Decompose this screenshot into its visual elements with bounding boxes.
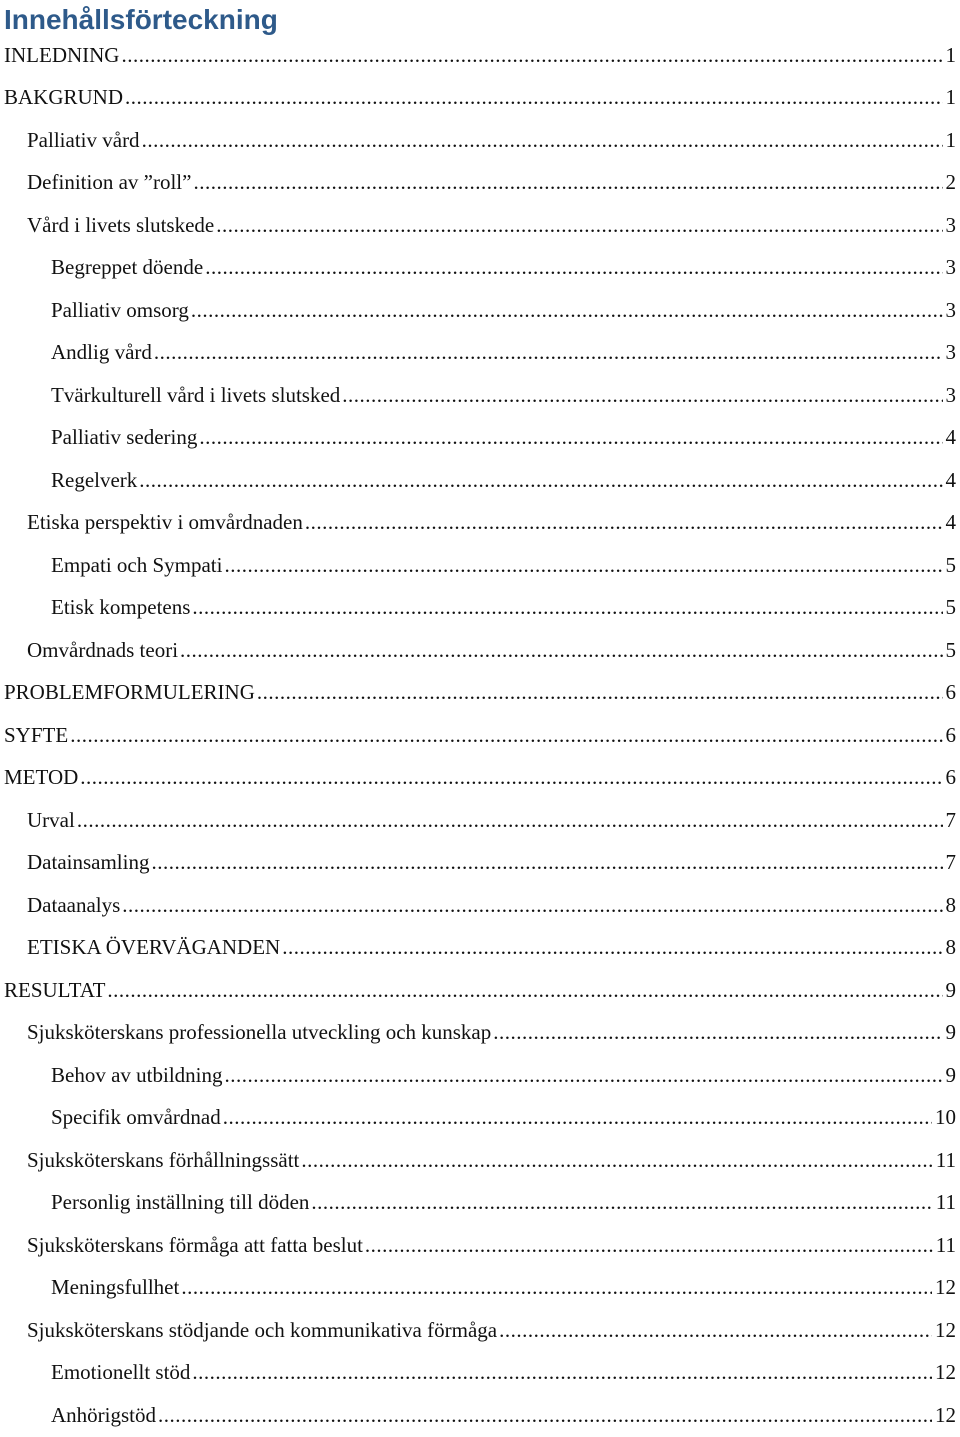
toc-entry[interactable] [0, 757, 960, 800]
toc-entry-page-number[interactable]: 7 [946, 808, 960, 832]
toc-entry[interactable] [0, 119, 960, 162]
toc-entry-label[interactable]: Empati och Sympati [51, 553, 222, 577]
toc-entry[interactable] [0, 459, 960, 502]
toc-dot-leader [493, 1020, 942, 1044]
toc-entry-label[interactable]: Emotionellt stöd [51, 1360, 190, 1384]
toc-entry-page-number[interactable]: 3 [946, 298, 960, 322]
toc-entry-label[interactable]: BAKGRUND [4, 85, 123, 109]
toc-entry[interactable] [0, 1394, 960, 1437]
toc-entry[interactable] [0, 1267, 960, 1310]
toc-entry-label[interactable]: Sjuksköterskans professionella utveckling och kunskap [27, 1020, 491, 1044]
toc-entry[interactable] [0, 417, 960, 460]
toc-entry-page-number[interactable]: 1 [946, 128, 960, 152]
toc-entry-page-number[interactable]: 6 [946, 765, 960, 789]
toc-entry-label[interactable]: Palliativ sedering [51, 425, 197, 449]
toc-entry[interactable] [0, 1139, 960, 1182]
toc-entry-page-number[interactable]: 3 [946, 340, 960, 364]
toc-dot-leader [158, 1403, 932, 1427]
toc-entry-page-number[interactable]: 9 [946, 1020, 960, 1044]
toc-entry-label[interactable]: Sjuksköterskans förhållningssätt [27, 1148, 299, 1172]
toc-dot-leader [70, 723, 942, 747]
toc-entry-label[interactable]: Sjuksköterskans förmåga att fatta beslut [27, 1233, 363, 1257]
toc-entry-label[interactable]: SYFTE [4, 723, 68, 747]
toc-entry-label[interactable]: RESULTAT [4, 978, 105, 1002]
toc-dot-leader [121, 43, 942, 67]
toc-entry-page-number[interactable]: 6 [946, 723, 960, 747]
toc-entry-page-number[interactable]: 11 [936, 1148, 960, 1172]
toc-entry-label[interactable]: METOD [4, 765, 78, 789]
toc-entry[interactable] [0, 204, 960, 247]
toc-entry[interactable] [0, 332, 960, 375]
toc-entry-label[interactable]: Palliativ vård [27, 128, 140, 152]
toc-entry-page-number[interactable]: 10 [935, 1105, 960, 1129]
toc-entry[interactable] [0, 502, 960, 545]
toc-entry[interactable] [0, 162, 960, 205]
toc-dot-leader [223, 1105, 932, 1129]
toc-entry-label[interactable]: PROBLEMFORMULERING [4, 680, 255, 704]
toc-dot-leader [342, 383, 942, 407]
toc-entry-page-number[interactable]: 3 [946, 213, 960, 237]
toc-entry-page-number[interactable]: 4 [946, 468, 960, 492]
toc-dot-leader [191, 298, 943, 322]
toc-dot-leader [180, 638, 942, 662]
toc-entry[interactable] [0, 799, 960, 842]
toc-entry-label[interactable]: ETISKA ÖVERVÄGANDEN [27, 935, 280, 959]
toc-entry-label[interactable]: Begreppet döende [51, 255, 203, 279]
toc-entry-page-number[interactable]: 12 [935, 1275, 960, 1299]
toc-dot-leader [122, 893, 942, 917]
toc-entry-label[interactable]: Tvärkulturell vård i livets slutsked [51, 383, 340, 407]
toc-dot-leader [205, 255, 942, 279]
toc-dot-leader [192, 595, 942, 619]
toc-entry[interactable] [0, 1012, 960, 1055]
toc-entry-page-number[interactable]: 7 [946, 850, 960, 874]
toc-entry-page-number[interactable]: 5 [946, 553, 960, 577]
toc-dot-leader [80, 765, 942, 789]
toc-dot-leader [224, 553, 942, 577]
toc-dot-leader [311, 1190, 932, 1214]
toc-entry-page-number[interactable]: 1 [946, 43, 960, 67]
toc-entry-page-number[interactable]: 11 [936, 1233, 960, 1257]
toc-dot-leader [301, 1148, 932, 1172]
toc-entry-label[interactable]: Behov av utbildning [51, 1063, 223, 1087]
toc-entry-page-number[interactable]: 2 [946, 170, 960, 194]
toc-entry[interactable] [0, 77, 960, 120]
toc-entry-label[interactable]: Personlig inställning till döden [51, 1190, 309, 1214]
toc-entry-page-number[interactable]: 9 [946, 1063, 960, 1087]
toc-entry[interactable] [0, 247, 960, 290]
toc-dot-leader [107, 978, 942, 1002]
toc-entry-page-number[interactable]: 8 [946, 893, 960, 917]
toc-entry[interactable] [0, 34, 960, 77]
toc-entry[interactable] [0, 1097, 960, 1140]
toc-entry-page-number[interactable]: 12 [935, 1318, 960, 1342]
toc-entry-label[interactable]: INLEDNING [4, 43, 119, 67]
toc-entry-label[interactable]: Omvårdnads teori [27, 638, 178, 662]
toc-entry[interactable] [0, 629, 960, 672]
toc-entry[interactable] [0, 969, 960, 1012]
toc-entry[interactable] [0, 544, 960, 587]
toc-dot-leader [151, 850, 942, 874]
toc-entry-label[interactable]: Palliativ omsorg [51, 298, 189, 322]
toc-entry[interactable] [0, 842, 960, 885]
toc-dot-leader [125, 85, 942, 109]
toc-entry-page-number[interactable]: 11 [936, 1190, 960, 1214]
toc-entry[interactable] [0, 587, 960, 630]
toc-dot-leader [282, 935, 942, 959]
toc-title: Innehållsförteckning [4, 0, 278, 40]
toc-entry[interactable] [0, 714, 960, 757]
toc-dot-leader [181, 1275, 932, 1299]
toc-entry-page-number[interactable]: 5 [946, 638, 960, 662]
toc-entry[interactable] [0, 374, 960, 417]
toc-dot-leader [225, 1063, 943, 1087]
toc-entry-page-number[interactable]: 8 [946, 935, 960, 959]
toc-entry[interactable] [0, 884, 960, 927]
toc-entry-page-number[interactable]: 4 [946, 425, 960, 449]
toc-entry-page-number[interactable]: 1 [946, 85, 960, 109]
toc-entry[interactable] [0, 1309, 960, 1352]
toc-entry-label[interactable]: Regelverk [51, 468, 137, 492]
toc-dot-leader [142, 128, 943, 152]
toc-entry[interactable] [0, 289, 960, 332]
toc-entry-label[interactable]: Dataanalys [27, 893, 120, 917]
toc-dot-leader [193, 170, 942, 194]
toc-entry[interactable] [0, 927, 960, 970]
toc-entry-page-number[interactable]: 12 [935, 1360, 960, 1384]
toc-entry-label[interactable]: Sjuksköterskans stödjande och kommunikativa förmåga [27, 1318, 497, 1342]
toc-entry-label[interactable]: Urval [27, 808, 75, 832]
toc-entry-label[interactable]: Vård i livets slutskede [27, 213, 214, 237]
toc-entry-label[interactable]: Anhörigstöd [51, 1403, 156, 1427]
toc-dot-leader [139, 468, 942, 492]
toc-entry-page-number[interactable]: 9 [946, 978, 960, 1002]
toc-entry[interactable] [0, 672, 960, 715]
toc-dot-leader [216, 213, 942, 237]
toc-dot-leader [154, 340, 943, 364]
toc-entry-page-number[interactable]: 3 [946, 383, 960, 407]
toc-entry-page-number[interactable]: 5 [946, 595, 960, 619]
toc-list [0, 34, 960, 1437]
toc-entry[interactable] [0, 1352, 960, 1395]
toc-entry-label[interactable]: Definition av ”roll” [27, 170, 191, 194]
toc-entry-label[interactable]: Etiska perspektiv i omvårdnaden [27, 510, 303, 534]
toc-dot-leader [192, 1360, 932, 1384]
toc-entry-label[interactable]: Etisk kompetens [51, 595, 190, 619]
toc-dot-leader [499, 1318, 932, 1342]
toc-entry[interactable] [0, 1182, 960, 1225]
toc-entry-page-number[interactable]: 4 [946, 510, 960, 534]
toc-entry-page-number[interactable]: 12 [935, 1403, 960, 1427]
toc-entry-page-number[interactable]: 6 [946, 680, 960, 704]
toc-entry[interactable] [0, 1224, 960, 1267]
toc-dot-leader [199, 425, 942, 449]
toc-entry[interactable] [0, 1054, 960, 1097]
toc-dot-leader [365, 1233, 933, 1257]
toc-entry-label[interactable]: Datainsamling [27, 850, 149, 874]
toc-entry-label[interactable]: Meningsfullhet [51, 1275, 179, 1299]
toc-dot-leader [305, 510, 943, 534]
toc-entry-label[interactable]: Andlig vård [51, 340, 152, 364]
toc-entry-page-number[interactable]: 3 [946, 255, 960, 279]
toc-entry-label[interactable]: Specifik omvårdnad [51, 1105, 221, 1129]
toc-dot-leader [257, 680, 943, 704]
toc-dot-leader [77, 808, 943, 832]
